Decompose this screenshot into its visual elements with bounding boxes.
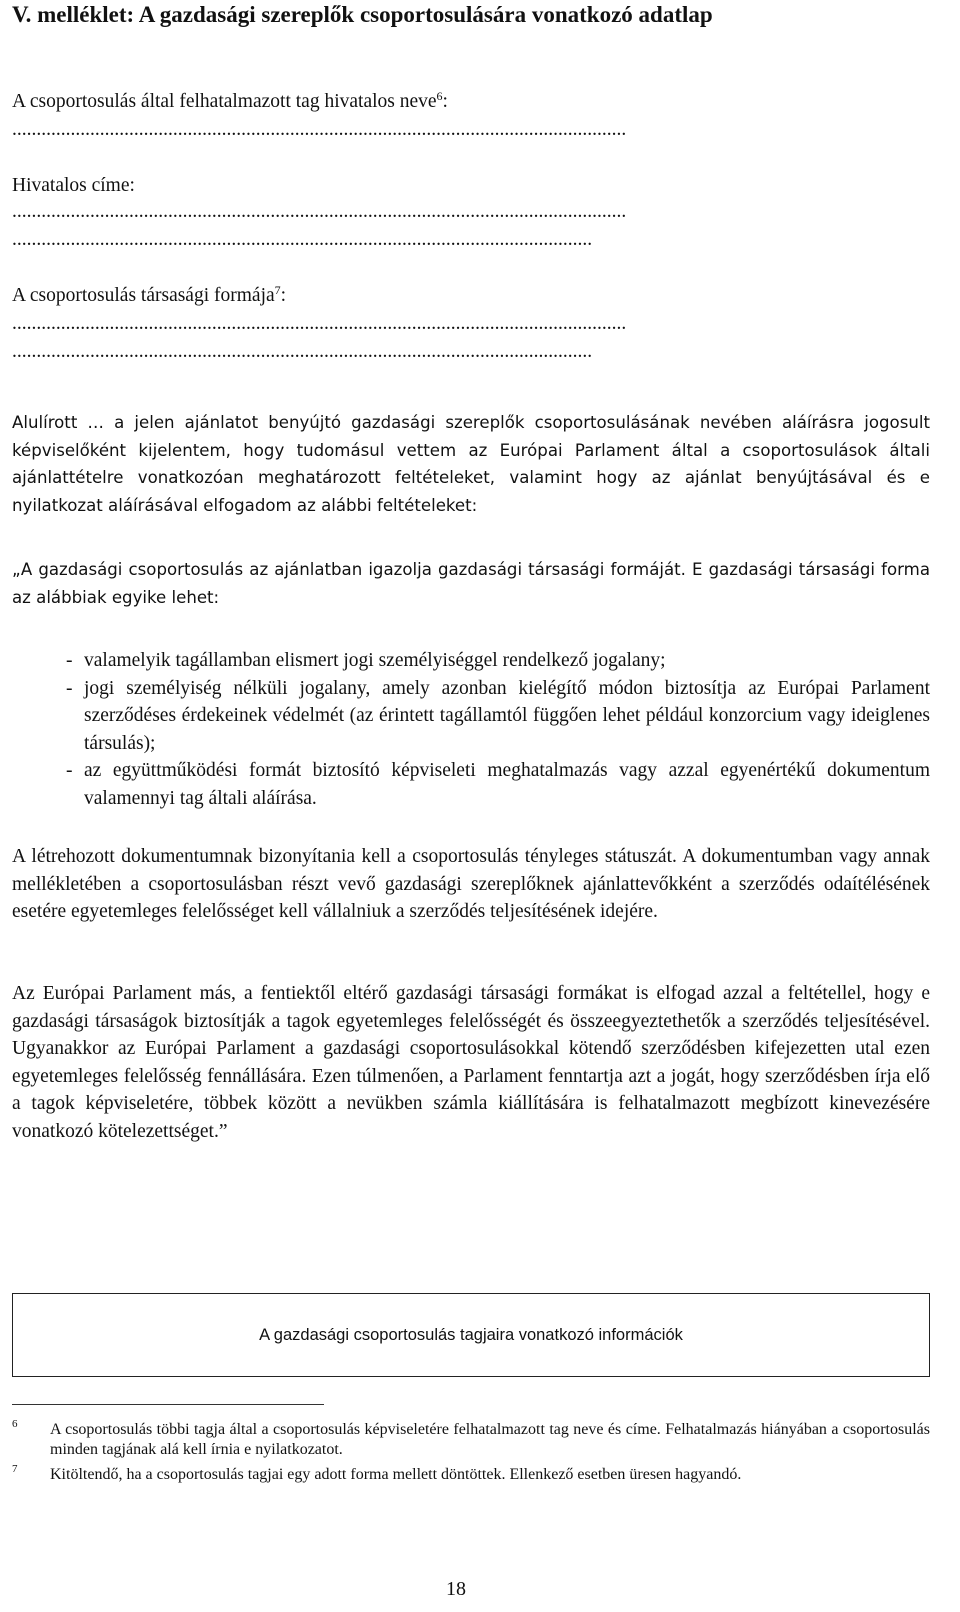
members-info-title: A gazdasági csoportosulás tagjaira vonatkozó információk xyxy=(259,1325,683,1344)
list-item: - az együttműködési formát biztosító képviseleti meghatalmazás vagy azzal egyenértékű dokumentum valamennyi tag általi aláírása. xyxy=(66,760,930,809)
footnote-6: 6 A csoportosulás többi tagja által a csoportosulás képviseletére felhatalmazott tag neve és címe. Felhatalmazás hiányában a csoportosulás minden tagjának alá kell írnia e nyilatkozatot. xyxy=(12,1418,930,1458)
field-address-label: Hivatalos címe: xyxy=(12,175,135,196)
field-company-form-blank-1[interactable]: .............................................................................................................................. xyxy=(12,313,627,334)
footnote-divider xyxy=(12,1404,324,1405)
list-item: - jogi személyiség nélküli jogalany, amely azonban kielégítő módon biztosítja az Európai Parlament szerződéses érdekeinek védelmét (az érintett tagállamtól függően lehet például konzorcium vagy ideiglenes társulás); xyxy=(66,677,930,754)
field-member-name-blank[interactable]: .............................................................................................................................. xyxy=(12,119,627,140)
footnote-7: 7 Kitöltendő, ha a csoportosulás tagjai egy adott forma mellett döntöttek. Ellenkező esetben üresen hagyandó. xyxy=(12,1463,742,1483)
footnote-ref-7: 7 xyxy=(274,283,281,297)
footnote-ref-6: 6 xyxy=(436,89,443,103)
field-address-blank-2[interactable]: ....................................................................................................................... xyxy=(12,229,593,250)
list-item: - valamelyik tagállamban elismert jogi személyiséggel rendelkező jogalany; xyxy=(66,650,666,671)
declaration-paragraph: Alulírott … a jelen ajánlatot benyújtó gazdasági szereplők csoportosulásának nevében aláírásra jogosult képviselőként kijelentem, hogy tudomásul vettem az Európai Parlament által a csoportosulások általi ajánlattételre vonatkozóan meghatározott feltételeket, valamint hogy az ajánlat benyújtásával és e nyilatkozat aláírásával elfogadom az alábbi feltételeket: xyxy=(12,413,930,515)
page-number: 18 xyxy=(446,1578,466,1600)
field-company-form-blank-2[interactable]: ....................................................................................................................... xyxy=(12,341,593,362)
company-form-list xyxy=(12,647,930,813)
members-info-box xyxy=(12,1293,930,1377)
page-title: V. melléklet: A gazdasági szereplők csoportosulására vonatkozó adatlap xyxy=(12,2,713,27)
field-address-blank-1[interactable]: .............................................................................................................................. xyxy=(12,201,627,222)
field-company-form-label: A csoportosulás társasági formája$^7$: xyxy=(12,283,287,306)
field-member-name-label: A csoportosulás által felhatalmazott tag hivatalos neve$^6$: xyxy=(12,89,448,112)
quote-intro-paragraph: „A gazdasági csoportosulás az ajánlatban igazolja gazdasági társasági formáját. E gazdasági társasági forma az alábbiak egyike lehet: xyxy=(12,560,930,607)
liability-paragraph: Az Európai Parlament más, a fentiektől eltérő gazdasági társasági formákat is elfogad azzal a feltétellel, hogy e gazdasági társaságok biztosítják a tagok egyetemleges felelősségét és összeegyeztethetők a szerződés teljesítésével. Ugyanakkor az Európai Parlament a gazdasági csoportosulásokkal kötendő szerződésben kifejezetten utal ezen egyetemleges felelősség fennállására. Ezen túlmenően, a Parlament fenntartja azt a jogát, hogy szerződésben írja elő a tagok képviseletére, többek között a nevükben számla kiállítására is felhatalmazott megbízott kinevezésére vonatkozó kötelezettséget.” xyxy=(12,983,930,1142)
status-paragraph: A létrehozott dokumentumnak bizonyítania kell a csoportosulás tényleges státuszát. A dokumentumban vagy annak mellékletében a csoportosulásban részt vevő gazdasági szereplőknek ajánlattevőkként a szerződés odaítélésének esetére egyetemleges felelősséget kell vállalniuk a szerződés teljesítésének idejére. xyxy=(12,846,930,923)
